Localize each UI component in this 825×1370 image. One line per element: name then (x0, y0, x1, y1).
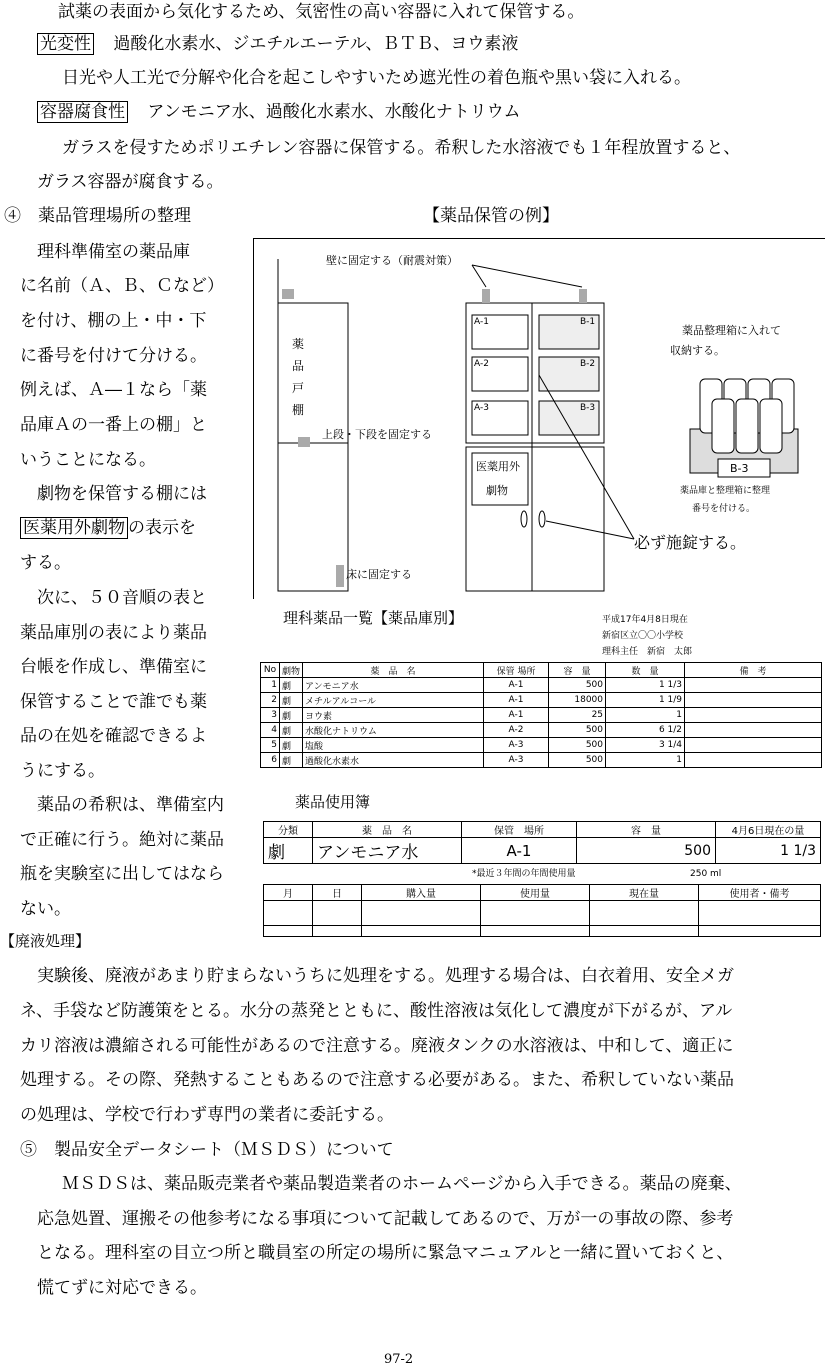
cell-poison: 劇 (280, 678, 303, 693)
log-cell (590, 926, 699, 937)
waste-line: カリ溶液は濃縮される可能性があるので注意する。廃液タンクの水溶液は、中和して、適正に (20, 1036, 734, 1056)
intro-line: 試薬の表面から気化するため、気密性の高い容器に入れて保管する。 (58, 2, 585, 22)
leader-line (472, 265, 486, 287)
cell-no: 3 (261, 708, 280, 723)
usage-row (264, 838, 821, 864)
cell-notes (685, 693, 822, 708)
s4-p2-line2 (20, 520, 196, 537)
page-number: 97-2 (384, 1352, 414, 1367)
cell-notes (685, 753, 822, 768)
s4-p2-tail: の表示を (128, 518, 196, 538)
s4-line: に番号を付けて分ける。 (20, 346, 207, 366)
cell-quantity: 1 1/9 (606, 693, 685, 708)
box-note-2: 収納する。 (670, 344, 725, 357)
cell-no: 2 (261, 693, 280, 708)
cell-capacity: 500 (549, 723, 606, 738)
usage-col-class: 分類 (264, 822, 313, 838)
inventory-header-row (261, 663, 822, 678)
box-label: B-3 (730, 462, 749, 475)
bottle-group (700, 379, 794, 453)
s5-line: 慌てずに対応できる。 (37, 1278, 207, 1298)
waste-line: の処理は、学校で行わず専門の業者に委託する。 (20, 1105, 394, 1125)
waste-line: ネ、手袋など防護策をとる。水分の蒸発とともに、酸性溶液は気化して濃度が下がるが、アル (20, 1001, 733, 1021)
corrosion-desc-2: ガラス容器が腐食する。 (37, 172, 224, 192)
cell-poison: 劇 (280, 738, 303, 753)
cell-no: 1 (261, 678, 280, 693)
usage-col-amount: 4月6日現在の量 (716, 822, 821, 838)
leader-line (546, 521, 634, 539)
photo-desc: 日光や人工光で分解や化合を起こしやすいため遮光性の着色瓶や黒い袋に入れる。 (62, 68, 691, 88)
usage-class: 劇 (264, 838, 313, 864)
cell-poison: 劇 (280, 693, 303, 708)
log-col-purchase: 購入量 (362, 885, 481, 901)
cell-poison: 劇 (280, 723, 303, 738)
s4-line: いうことになる。 (20, 450, 156, 470)
cell-no: 6 (261, 753, 280, 768)
photo-sensitive-row (37, 36, 518, 53)
corrosion-desc-1: ガラスを侵すためポリエチレン容器に保管する。希釈した水溶液でも１年程放置すると、 (62, 138, 741, 158)
usage-note: *最近３年間の年間使用量 (472, 869, 576, 879)
usage-name: アンモニア水 (313, 838, 462, 864)
cell-no: 5 (261, 738, 280, 753)
box-note-1: 薬品整理箱に入れて (682, 324, 781, 337)
log-cell (264, 901, 313, 926)
corrosion-items: アンモニア水、過酸化水素水、水酸化ナトリウム (147, 102, 521, 122)
shelf-fix-note: 上段・下段を固定する (322, 428, 432, 441)
cell-notes (685, 708, 822, 723)
s5-line: ＭＳＤＳは、薬品販売業者や薬品製造業者のホームページから入手できる。薬品の廃棄、 (62, 1174, 742, 1194)
photo-items: 過酸化水素水、ジエチルエーテル、ＢＴＢ、ヨウ素液 (113, 34, 519, 54)
cell-notes (685, 738, 822, 753)
cell-location: A-1 (484, 693, 549, 708)
cell-location: A-1 (484, 678, 549, 693)
col-name: 薬 品 名 (303, 663, 484, 678)
table-row (261, 678, 822, 693)
usage-col-capacity: 容 量 (577, 822, 716, 838)
log-cell (313, 926, 362, 937)
cell-name: 過酸化水素水 (303, 753, 484, 768)
cabinet-label-char: 薬 (292, 337, 305, 351)
cell-quantity: 6 1/2 (606, 723, 685, 738)
s4-p4-line: で正確に行う。絶対に薬品 (20, 830, 224, 850)
door-handle-right (539, 511, 545, 527)
poison-sign-line2: 劇物 (486, 484, 508, 497)
usage-title: 薬品使用簿 (295, 793, 371, 811)
figure-title: 【薬品保管の例】 (423, 206, 559, 226)
col-location: 保管 場所 (484, 663, 549, 678)
table-row (261, 723, 822, 738)
s4-p3-line: 台帳を作成し、準備室に (20, 657, 207, 677)
usage-col-name: 薬 品 名 (313, 822, 462, 838)
cell-notes (685, 723, 822, 738)
s4-line: 品庫Ａの一番上の棚」と (20, 415, 207, 435)
s4-p2-line1: 劇物を保管する棚には (37, 484, 207, 504)
cell-location: A-2 (484, 723, 549, 738)
corrosion-label: 容器腐食性 (37, 101, 128, 123)
cell-name: 塩酸 (303, 738, 484, 753)
waste-line: 実験後、廃液があまり貯まらないうちに処理をする。処理する場合は、白衣着用、安全メガ (37, 966, 734, 986)
s4-p3-line: 次に、５０音順の表と (37, 588, 207, 608)
table-row (261, 708, 822, 723)
usage-log-header (264, 885, 821, 901)
lock-note: 必ず施錠する。 (634, 533, 747, 552)
s4-line: 例えば、Ａ―１なら「薬 (20, 380, 207, 400)
log-cell (362, 901, 481, 926)
leader-line (472, 265, 582, 287)
col-capacity: 容 量 (549, 663, 606, 678)
s5-line: 応急処置、運搬その他参考になる事項について記載してあるので、万が一の事故の際、参考 (37, 1209, 734, 1229)
log-cell (699, 901, 821, 926)
wall-fix-note: 壁に固定する（耐震対策） (326, 254, 458, 267)
wall-bracket (282, 289, 294, 299)
log-cell (313, 901, 362, 926)
cell-poison: 劇 (280, 753, 303, 768)
s4-p3-line: 保管することで誰でも薬 (20, 692, 207, 712)
cell-location: A-3 (484, 753, 549, 768)
log-cell (362, 926, 481, 937)
door-handle-left (521, 511, 527, 527)
s4-p3-line: 品の在処を確認できるよ (20, 726, 207, 746)
log-col-month: 月 (264, 885, 313, 901)
section5-heading: ⑤ 製品安全データシート（ＭＳＤＳ）について (20, 1140, 394, 1160)
usage-note-value: 250 ml (690, 869, 722, 879)
cabinet-upper (278, 303, 348, 443)
inventory-table (260, 662, 822, 768)
usage-log-table (263, 884, 821, 937)
usage-log-row (264, 901, 821, 926)
cabinet-label-char: 戸 (292, 381, 305, 395)
s4-p3-line: 薬品庫別の表により薬品 (20, 623, 207, 643)
cell-capacity: 500 (549, 738, 606, 753)
s4-p3-line: うにする。 (20, 761, 105, 781)
floor-bracket (336, 565, 344, 587)
cell-name: メチルアルコール (303, 693, 484, 708)
wall-bracket-b (579, 289, 587, 303)
shelf-label-b1: B-1 (580, 317, 596, 327)
table-row (261, 738, 822, 753)
inventory-title: 理科薬品一覧【薬品庫別】 (283, 609, 464, 627)
col-notes: 備 考 (685, 663, 822, 678)
usage-header-row (264, 822, 821, 838)
shelf-label-a2: A-2 (474, 359, 489, 369)
log-cell (699, 926, 821, 937)
usage-amount: 1 1/3 (716, 838, 821, 864)
col-quantity: 数 量 (606, 663, 685, 678)
usage-log-row (264, 926, 821, 937)
log-col-day: 日 (313, 885, 362, 901)
table-row (261, 753, 822, 768)
s4-line: を付け、棚の上・中・下 (20, 311, 207, 331)
usage-location: A-1 (462, 838, 577, 864)
usage-col-location: 保管 場所 (462, 822, 577, 838)
cell-notes (685, 678, 822, 693)
s4-p4-line: ない。 (20, 899, 71, 919)
cell-capacity: 25 (549, 708, 606, 723)
cabinet-label-char: 品 (292, 359, 305, 373)
photo-label: 光変性 (37, 33, 94, 55)
cell-location: A-3 (484, 738, 549, 753)
inventory-owner: 理科主任 新宿 太郎 (602, 647, 693, 657)
log-cell (481, 926, 590, 937)
cell-quantity: 1 1/3 (606, 678, 685, 693)
box-note2-2: 番号を付ける。 (692, 504, 756, 514)
log-col-used: 使用量 (481, 885, 590, 901)
log-col-current: 現在量 (590, 885, 699, 901)
cabinet-label (292, 333, 312, 421)
cell-poison: 劇 (280, 708, 303, 723)
wall-bracket-a (482, 289, 490, 303)
storage-figure (253, 238, 825, 599)
col-no: No (261, 663, 280, 678)
leader-line (539, 375, 634, 539)
poison-sign-line1: 医薬用外 (476, 460, 520, 473)
s4-p2-line3: する。 (20, 553, 71, 573)
cell-name: 水酸化ナトリウム (303, 723, 484, 738)
log-cell (590, 901, 699, 926)
inventory-date: 平成17年4月8日現在 (602, 615, 688, 625)
waste-line: 処理する。その際、発熱することもあるので注意する必要がある。また、希釈していない薬品 (20, 1070, 734, 1090)
cell-no: 4 (261, 723, 280, 738)
log-col-user: 使用者・備考 (699, 885, 821, 901)
shelf-label-b3: B-3 (580, 403, 596, 413)
col-poison: 劇物 (280, 663, 303, 678)
corrosion-row (37, 104, 521, 121)
s4-line: 理科準備室の薬品庫 (37, 242, 190, 262)
usage-capacity: 500 (577, 838, 716, 864)
cabinet-label-char: 棚 (292, 403, 305, 417)
box-note2-1: 薬品庫と整理箱に整理 (680, 486, 771, 496)
s4-line: に名前（Ａ、Ｂ、Ｃなど） (20, 276, 224, 296)
cell-quantity: 1 (606, 753, 685, 768)
s4-p4-line: 瓶を実験室に出してはなら (20, 864, 224, 884)
shelf-label-a3: A-3 (474, 403, 489, 413)
s4-p4-line: 薬品の希釈は、準備室内 (37, 795, 224, 815)
usage-table (263, 821, 821, 864)
cell-location: A-1 (484, 708, 549, 723)
cell-capacity: 500 (549, 753, 606, 768)
cell-capacity: 500 (549, 678, 606, 693)
section4-heading: ④ 薬品管理場所の整理 (4, 206, 191, 226)
cell-name: ヨウ素 (303, 708, 484, 723)
table-row (261, 693, 822, 708)
s5-line: となる。理科室の目立つ所と職員室の所定の場所に緊急マニュアルと一緒に置いておくと、 (37, 1243, 734, 1263)
log-cell (264, 926, 313, 937)
shelf-bracket (298, 437, 310, 447)
poison-label-box: 医薬用外劇物 (20, 517, 128, 539)
waste-heading: 【廃液処理】 (0, 932, 91, 950)
shelf-label-a1: A-1 (474, 317, 489, 327)
log-cell (481, 901, 590, 926)
inventory-school: 新宿区立〇〇小学校 (602, 631, 684, 641)
floor-fix-note: 床に固定する (346, 568, 412, 581)
cell-quantity: 3 1/4 (606, 738, 685, 753)
cell-name: アンモニア水 (303, 678, 484, 693)
cell-quantity: 1 (606, 708, 685, 723)
shelf-label-b2: B-2 (580, 359, 596, 369)
cell-capacity: 18000 (549, 693, 606, 708)
